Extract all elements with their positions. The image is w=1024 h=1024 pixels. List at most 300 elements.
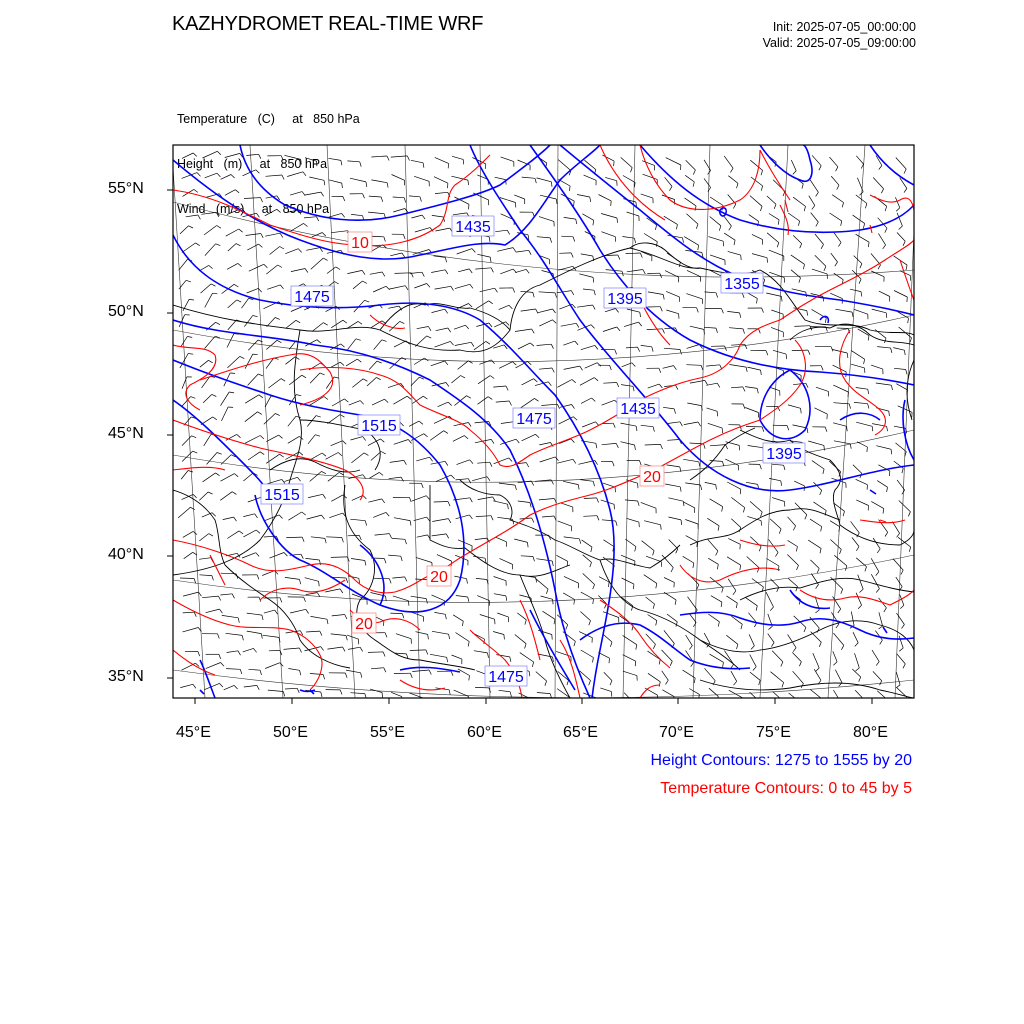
wind-barb bbox=[178, 507, 190, 518]
wind-barb bbox=[204, 226, 217, 235]
wind-barb-flag bbox=[510, 657, 511, 662]
wind-barb bbox=[704, 327, 716, 328]
wind-barb bbox=[773, 692, 783, 701]
wind-barb bbox=[263, 635, 279, 637]
wind-barb bbox=[248, 374, 259, 385]
wind-barb-flag bbox=[554, 619, 555, 624]
wind-barb bbox=[793, 425, 808, 428]
wind-barb-flag bbox=[301, 159, 302, 164]
wind-barb-flag bbox=[819, 166, 821, 171]
wind-barb-flag bbox=[491, 516, 493, 521]
wind-barb bbox=[710, 445, 726, 446]
wind-barb-flag bbox=[234, 517, 237, 521]
wind-barb-flag bbox=[305, 269, 308, 273]
wind-barb-flag bbox=[698, 422, 701, 426]
wind-barb bbox=[771, 327, 783, 332]
wind-barb-flag bbox=[489, 323, 492, 327]
wind-barb bbox=[226, 633, 243, 635]
wind-barb-flag bbox=[239, 531, 243, 534]
wind-barb bbox=[476, 301, 489, 309]
wind-barb bbox=[262, 571, 275, 576]
wind-barb bbox=[183, 531, 193, 537]
wind-barb bbox=[685, 198, 697, 206]
wind-barb bbox=[332, 399, 344, 406]
wind-barb bbox=[808, 441, 824, 445]
wind-barb bbox=[347, 161, 359, 162]
wind-barb bbox=[456, 596, 468, 598]
wind-barb bbox=[520, 653, 534, 662]
wind-barb bbox=[666, 465, 679, 467]
wind-barb bbox=[432, 595, 445, 601]
wind-barb-flag bbox=[322, 233, 326, 237]
wind-barb-flag bbox=[793, 648, 796, 652]
wind-barb-flag bbox=[469, 204, 470, 209]
wind-barb bbox=[435, 286, 451, 289]
wind-barb-flag bbox=[868, 336, 869, 341]
wind-barb-flag bbox=[389, 579, 391, 584]
wind-barb bbox=[541, 596, 553, 599]
wind-barb-flag bbox=[576, 323, 579, 327]
wind-barb bbox=[353, 281, 363, 289]
wind-barb-flag bbox=[551, 344, 553, 349]
wind-barb-flag bbox=[904, 169, 906, 174]
wind-barb bbox=[582, 214, 593, 221]
wind-barb-flag bbox=[360, 401, 363, 405]
wind-barb-flag bbox=[878, 265, 881, 269]
wind-barb bbox=[476, 516, 491, 517]
wind-barb bbox=[517, 613, 526, 620]
wind-barb-flag bbox=[573, 417, 577, 420]
wind-barb-flag bbox=[693, 182, 694, 187]
wind-barb-flag bbox=[187, 337, 192, 338]
wind-barb-flag bbox=[356, 339, 361, 341]
wind-barb bbox=[645, 444, 661, 445]
wind-barb bbox=[726, 635, 738, 644]
wind-barb bbox=[184, 552, 193, 558]
wind-barb bbox=[417, 327, 429, 329]
wind-barb-flag bbox=[468, 642, 469, 647]
wind-barb-flag bbox=[509, 458, 512, 462]
wind-barb bbox=[347, 635, 359, 639]
wind-barb-flag bbox=[571, 253, 573, 258]
wind-barb bbox=[536, 559, 552, 561]
wind-barb bbox=[265, 396, 271, 407]
wind-barb-flag bbox=[208, 492, 213, 494]
wind-barb bbox=[602, 155, 614, 161]
wind-barb-flag bbox=[850, 444, 851, 449]
wind-barb bbox=[409, 196, 420, 197]
wind-barb-flag bbox=[836, 167, 838, 171]
wind-barb-flag bbox=[596, 422, 599, 426]
wind-barb-flag bbox=[364, 453, 368, 456]
wind-barb-flag bbox=[865, 204, 867, 209]
wind-barb-flag bbox=[366, 182, 367, 187]
wind-barb bbox=[242, 298, 249, 308]
wind-barb-flag bbox=[408, 440, 411, 444]
wind-barb-flag bbox=[673, 697, 674, 702]
wind-barb bbox=[623, 655, 636, 662]
wind-barb bbox=[601, 232, 615, 237]
wind-barb-flag bbox=[722, 461, 724, 466]
wind-barb-flag bbox=[427, 284, 430, 288]
wind-barb-flag bbox=[253, 315, 258, 316]
wind-barb bbox=[477, 596, 489, 601]
wind-barb bbox=[582, 422, 595, 427]
valid-time: Valid: 2025-07-05_09:00:00 bbox=[762, 36, 916, 50]
wind-barb bbox=[877, 481, 887, 488]
wind-barb-flag bbox=[239, 229, 243, 232]
wind-barb bbox=[539, 499, 554, 500]
wind-barb bbox=[851, 364, 864, 368]
wind-barb-flag bbox=[815, 610, 819, 613]
wind-barb-flag bbox=[743, 387, 745, 392]
wind-barb bbox=[499, 483, 515, 485]
wind-barb-flag bbox=[793, 171, 796, 175]
wind-barb-flag bbox=[701, 485, 702, 490]
wind-barb-flag bbox=[730, 168, 733, 172]
wind-barb-flag bbox=[236, 244, 241, 246]
wind-barb bbox=[373, 286, 386, 292]
wind-barb-flag bbox=[530, 503, 531, 508]
wind-barb bbox=[788, 578, 797, 586]
wind-barb bbox=[561, 503, 573, 507]
wind-barb-flag bbox=[817, 568, 819, 573]
wind-barb bbox=[648, 615, 657, 621]
wind-barb bbox=[745, 597, 757, 606]
wind-barb-flag bbox=[283, 692, 284, 697]
wind-barb-flag bbox=[323, 675, 324, 680]
wind-barb bbox=[204, 434, 211, 446]
wind-barb-flag bbox=[612, 462, 614, 467]
wind-barb-flag bbox=[346, 636, 347, 641]
lon-label-55e: 55°E bbox=[370, 724, 405, 741]
wind-barb-flag bbox=[261, 234, 263, 238]
wind-barb bbox=[833, 385, 848, 392]
wind-barb-flag bbox=[726, 445, 728, 450]
init-time: Init: 2025-07-05_00:00:00 bbox=[772, 20, 916, 34]
wind-barb bbox=[711, 596, 722, 602]
wind-barb-flag bbox=[689, 646, 692, 650]
wind-barb bbox=[390, 253, 402, 256]
wind-barb bbox=[285, 688, 297, 689]
wind-barb bbox=[304, 192, 321, 195]
wind-barb bbox=[582, 540, 592, 547]
wind-barb-flag bbox=[513, 248, 516, 252]
wind-barb-flag bbox=[387, 183, 388, 188]
wind-barb-flag bbox=[530, 343, 534, 346]
wind-barb-flag bbox=[616, 521, 617, 526]
wind-barb-flag bbox=[280, 285, 283, 289]
wind-barb-flag bbox=[717, 696, 719, 701]
wind-barb bbox=[472, 477, 487, 481]
map-title: KAZHYDROMET REAL-TIME WRF bbox=[172, 13, 484, 35]
wind-barb bbox=[768, 634, 774, 643]
wind-barb bbox=[896, 443, 907, 452]
wind-barb-flag bbox=[856, 547, 859, 551]
wind-barb bbox=[646, 556, 661, 562]
wind-barb-flag bbox=[674, 409, 675, 414]
wind-barb-flag bbox=[430, 457, 433, 461]
wind-barb-flag bbox=[889, 471, 890, 476]
wind-barb bbox=[242, 553, 256, 558]
wind-barb bbox=[409, 421, 419, 426]
height-label-text: 1435 bbox=[620, 401, 656, 418]
wind-barb bbox=[311, 258, 323, 269]
wind-barb bbox=[648, 384, 660, 388]
wind-barb bbox=[707, 408, 718, 411]
wind-barb bbox=[535, 578, 548, 589]
wind-barb bbox=[644, 234, 657, 242]
wind-barb-flag bbox=[389, 534, 391, 539]
wind-barb bbox=[451, 376, 460, 384]
wind-barb-flag bbox=[490, 462, 492, 467]
height-field-label: Height (m) at 850 hPa bbox=[177, 157, 328, 171]
wind-barb bbox=[704, 178, 711, 187]
wind-barb-flag bbox=[640, 312, 641, 317]
wind-barb-flag bbox=[279, 435, 283, 438]
wind-barb-flag bbox=[573, 237, 575, 242]
wind-barb bbox=[393, 596, 409, 601]
wind-barb bbox=[455, 342, 471, 345]
wind-barb-flag bbox=[468, 423, 471, 427]
wind-barb bbox=[389, 321, 400, 331]
wind-barb bbox=[791, 255, 805, 264]
wind-barb bbox=[412, 496, 427, 501]
wind-barb-flag bbox=[885, 228, 887, 232]
wind-barb-flag bbox=[553, 320, 557, 323]
wind-barb-flag bbox=[716, 328, 718, 333]
wind-barb-flag bbox=[636, 645, 637, 650]
wind-barb-flag bbox=[216, 244, 221, 246]
wind-barb bbox=[731, 671, 737, 681]
wind-barb bbox=[767, 233, 779, 243]
wind-barb-flag bbox=[342, 183, 343, 188]
wind-barb bbox=[412, 670, 429, 672]
wind-barb bbox=[393, 197, 405, 198]
wind-barb bbox=[686, 160, 696, 170]
wind-barb bbox=[604, 540, 614, 547]
wind-barb-flag bbox=[488, 653, 489, 658]
height-label-text: 1435 bbox=[455, 219, 491, 236]
wind-barb bbox=[749, 215, 759, 222]
wind-barb bbox=[308, 494, 323, 497]
wind-barb-flag bbox=[405, 209, 408, 213]
wind-barb-flag bbox=[593, 305, 595, 309]
wind-barb bbox=[686, 365, 701, 366]
wind-barb bbox=[793, 671, 804, 683]
wind-barb bbox=[243, 473, 253, 481]
wind-barb-flag bbox=[796, 547, 797, 552]
wind-barb-flag bbox=[566, 625, 568, 630]
wind-barb bbox=[454, 325, 466, 329]
wind-barb-flag bbox=[532, 518, 534, 523]
wind-barb-flag bbox=[490, 376, 494, 379]
wind-barb-flag bbox=[422, 215, 425, 219]
wind-barb bbox=[789, 693, 798, 701]
wind-barb bbox=[647, 329, 663, 330]
wind-barb bbox=[306, 558, 320, 560]
wind-barb bbox=[328, 472, 339, 481]
wind-barb-flag bbox=[281, 156, 283, 161]
wind-barb bbox=[201, 284, 212, 293]
wind-barb bbox=[604, 672, 612, 680]
wind-barb bbox=[181, 337, 187, 347]
wind-barb-flag bbox=[680, 350, 681, 355]
wind-barb-flag bbox=[670, 661, 672, 666]
wind-barb-flag bbox=[799, 278, 801, 283]
wind-barb bbox=[329, 180, 342, 183]
wind-barb bbox=[580, 378, 594, 386]
wind-barb bbox=[872, 650, 879, 662]
wind-barb-flag bbox=[576, 219, 577, 224]
wind-barb-flag bbox=[342, 538, 344, 543]
wind-barb-flag bbox=[804, 206, 805, 211]
wind-barb-flag bbox=[609, 582, 610, 587]
height-label-1515-center bbox=[358, 415, 400, 435]
wind-barb-flag bbox=[386, 286, 390, 290]
wind-barb-flag bbox=[382, 499, 385, 503]
wind-barb-flag bbox=[528, 235, 529, 240]
wind-barb-flag bbox=[661, 444, 663, 449]
wind-barb-flag bbox=[635, 445, 636, 450]
wind-barb-flag bbox=[656, 621, 657, 626]
wind-barb bbox=[521, 309, 536, 311]
wind-barb bbox=[514, 195, 525, 199]
wind-barb bbox=[269, 379, 282, 388]
wind-barb bbox=[815, 255, 826, 266]
wind-barb-flag bbox=[579, 539, 580, 544]
wind-barb bbox=[724, 156, 733, 168]
wind-barb bbox=[331, 231, 347, 233]
wind-barb-flag bbox=[799, 662, 801, 667]
wind-barb bbox=[684, 422, 698, 425]
temperature-contour-legend: Temperature Contours: 0 to 45 by 5 bbox=[660, 780, 912, 797]
wind-barb-flag bbox=[382, 272, 385, 276]
lat-label-35n: 35°N bbox=[108, 668, 144, 685]
wind-barb-flag bbox=[555, 457, 558, 461]
wind-barb bbox=[285, 249, 298, 254]
wind-barb bbox=[265, 233, 280, 236]
wind-barb-flag bbox=[891, 449, 892, 454]
wind-barb bbox=[199, 558, 211, 560]
wind-barb bbox=[563, 341, 575, 345]
wind-barb bbox=[375, 534, 390, 536]
wind-barb-flag bbox=[279, 515, 282, 519]
wind-barb bbox=[286, 537, 302, 538]
wind-barb bbox=[456, 479, 469, 480]
wind-barb bbox=[581, 398, 592, 403]
wind-barb-flag bbox=[221, 663, 224, 667]
wind-barb bbox=[584, 498, 597, 499]
wind-barb-flag bbox=[589, 681, 591, 686]
wind-barb-flag bbox=[820, 548, 821, 553]
wind-barb-flag bbox=[341, 160, 342, 165]
wind-barb bbox=[585, 363, 598, 369]
wind-barb-flag bbox=[468, 597, 469, 602]
wind-barb-flag bbox=[342, 213, 345, 217]
wind-barb bbox=[750, 501, 762, 512]
wind-barb bbox=[646, 597, 655, 604]
wind-barb bbox=[564, 576, 579, 583]
wind-barb bbox=[539, 292, 556, 293]
wind-barb-flag bbox=[551, 182, 552, 187]
wind-barb bbox=[835, 309, 852, 312]
wind-barb bbox=[748, 446, 763, 448]
wind-barb-flag bbox=[472, 249, 475, 253]
wind-barb bbox=[304, 217, 317, 218]
wind-barb bbox=[577, 305, 593, 307]
wind-barb-flag bbox=[451, 671, 453, 676]
wind-barb-flag bbox=[902, 468, 903, 473]
wind-barb-flag bbox=[676, 549, 678, 554]
wind-barb bbox=[453, 615, 463, 621]
wind-barb bbox=[494, 594, 506, 596]
wind-barb bbox=[581, 345, 595, 349]
wind-barb-flag bbox=[580, 366, 583, 370]
wind-barb bbox=[518, 501, 530, 503]
wind-barb bbox=[856, 500, 868, 506]
wind-barb bbox=[834, 441, 850, 444]
wind-barb-flag bbox=[742, 698, 743, 703]
wind-barb bbox=[417, 535, 428, 537]
wind-barb bbox=[493, 386, 506, 387]
wind-barb-flag bbox=[593, 599, 594, 604]
wind-barb-flag bbox=[256, 170, 260, 174]
wind-barb-flag bbox=[365, 300, 370, 302]
wind-barb bbox=[710, 217, 721, 226]
wind-barb bbox=[326, 537, 342, 538]
wind-barb bbox=[246, 154, 258, 155]
wind-barb-flag bbox=[639, 460, 641, 465]
wind-barb-flag bbox=[217, 226, 221, 229]
wind-barb bbox=[221, 474, 235, 482]
wind-barb-flag bbox=[759, 680, 761, 685]
wind-barb bbox=[831, 253, 838, 262]
wind-barb bbox=[180, 226, 189, 234]
wind-barb bbox=[540, 457, 556, 462]
wind-barb bbox=[584, 160, 596, 169]
lon-label-65e: 65°E bbox=[563, 724, 598, 741]
wind-barb-flag bbox=[219, 654, 221, 659]
wind-barb-flag bbox=[743, 404, 745, 409]
wind-barb bbox=[205, 244, 216, 256]
wind-barb-flag bbox=[841, 645, 843, 649]
wind-barb-flag bbox=[343, 647, 345, 651]
wind-barb bbox=[310, 471, 322, 481]
wind-barb-flag bbox=[722, 588, 724, 593]
wind-barb-flag bbox=[510, 692, 511, 697]
wind-barb-flag bbox=[663, 295, 664, 300]
wind-barb bbox=[289, 341, 296, 350]
wind-barb-flag bbox=[839, 527, 840, 532]
wind-barb-flag bbox=[836, 700, 839, 704]
wind-barb-flag bbox=[231, 175, 235, 179]
wind-barb-flag bbox=[841, 221, 842, 226]
wind-barb-flag bbox=[908, 512, 910, 517]
wind-barb-flag bbox=[781, 481, 782, 486]
wind-barb bbox=[687, 345, 700, 349]
wind-barb bbox=[809, 178, 818, 192]
wind-barb bbox=[710, 577, 723, 588]
wind-barb bbox=[625, 500, 638, 501]
wind-barb-flag bbox=[321, 192, 324, 196]
wind-barb bbox=[457, 249, 472, 254]
wind-barb bbox=[200, 360, 209, 367]
wind-barb bbox=[349, 401, 361, 406]
wind-barb-flag bbox=[257, 213, 260, 217]
temp-label-20-west bbox=[352, 613, 376, 633]
wind-barb bbox=[706, 365, 720, 366]
